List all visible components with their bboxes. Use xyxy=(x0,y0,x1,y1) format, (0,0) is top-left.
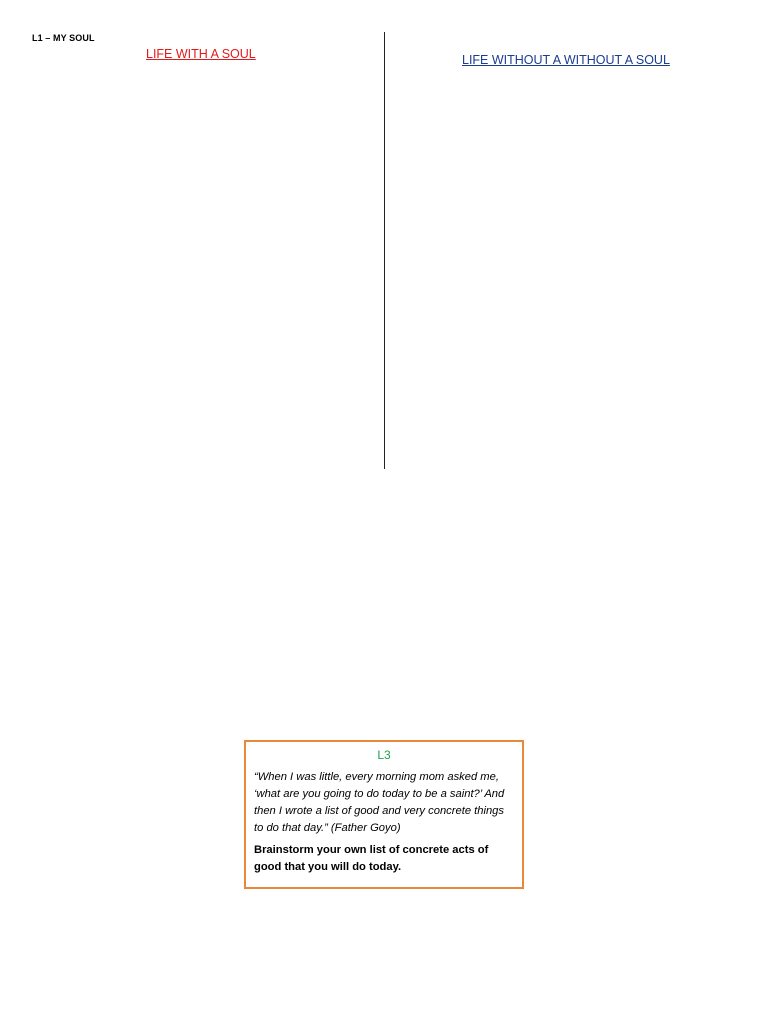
l3-quote: “When I was little, every morning mom asked me, ‘what are you going to do today to be a saint?’ And then I wrote a list of good and very concrete things to do that day.” (Father Goyo) xyxy=(254,771,505,834)
l3-task: Brainstorm your own list of concrete acts of good that you will do today. xyxy=(254,844,489,873)
l3-title: L3 xyxy=(377,748,391,762)
heading-life-without-soul: LIFE WITHOUT A WITHOUT A SOUL xyxy=(462,53,670,67)
column-divider xyxy=(384,32,385,469)
heading-life-with-soul: LIFE WITH A SOUL xyxy=(146,47,256,61)
page-label: L1 – MY SOUL xyxy=(32,33,95,43)
l3-activity-box xyxy=(244,740,524,889)
